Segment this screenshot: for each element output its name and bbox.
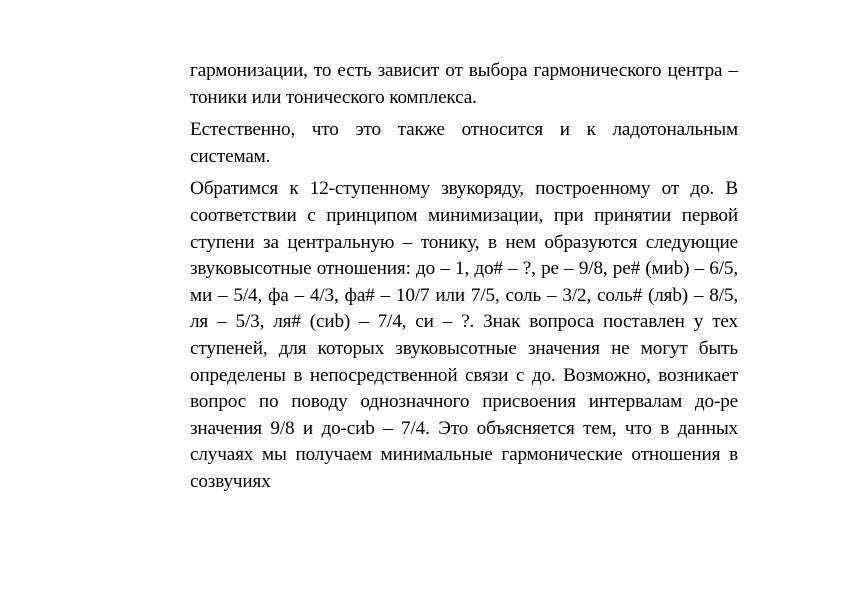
- paragraph-2: Естественно, что это также относится и к ладотональным системам.: [190, 119, 738, 167]
- paragraph-3: Обратимся к 12-ступенному звукоряду, построенному от до. В соответствии с принципом минимизации, при принятии первой ступени за центральную – тонику, в нем образуются следующие звуковысотные отношения: до – 1, до# – ?, ре – 9/8, ре# (миb) – 6/5, ми – 5/4, фа – 4/3, фа# – 10/7 или 7/5, соль – 3/2, соль# (ляb) – 8/5, ля – 5/3, ля# (сиb) – 7/4, си – ?. Знак вопроса поставлен у тех ступеней, для которых звуковысотные значения не могут быть определены в непосредственной связи с до. Возможно, возникает вопрос по поводу однозначного присвоения интервалам до-ре значения 9/8 и до-сиb – 7/4. Это объясняется тем, что в данных случаях мы получаем минимальные гармонические отношения в созвучиях: [190, 178, 738, 492]
- text-column: [190, 58, 738, 502]
- paragraph-1: гармонизации, то есть зависит от выбора гармонического центра – тоники или тонического комплекса.: [190, 60, 738, 108]
